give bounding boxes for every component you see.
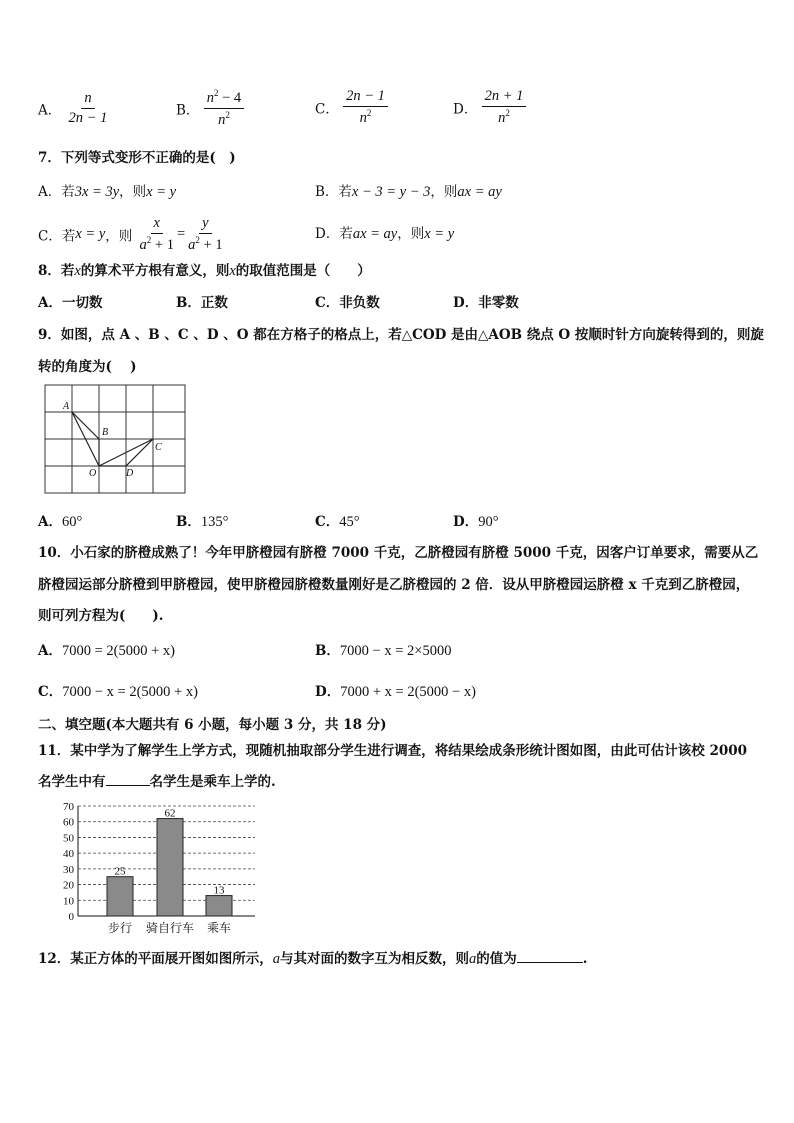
q10-stem-line2: 脐橙园运部分脐橙到甲脐橙园，使甲脐橙园脐橙数量刚好是乙脐橙园的 2 倍．设从甲脐橙园运脐橙 x 千克到乙脐橙园， [38, 577, 750, 593]
option-label: B． [176, 102, 200, 119]
answer-blank[interactable] [106, 785, 150, 786]
q10-stem-line3: 则可列方程为( ). [38, 608, 164, 624]
bar [157, 819, 183, 916]
q7-stem: 7．下列等式变形不正确的是( ) [38, 150, 236, 166]
q8-option-a: A．一切数 [38, 295, 103, 311]
q7-option-c: C．若x = y，则 $\frac{x}{a^2 + 1}$ = $\frac{y}{a^2 + 1}$ [38, 215, 226, 254]
q10-option-d: D．7000 + x = 2(5000 − x) [315, 684, 476, 700]
y-tick-label: 0 [68, 911, 74, 923]
q8-stem: 8．若x的算术平方根有意义，则x的取值范围是（ ） [38, 263, 371, 279]
y-tick-label: 60 [63, 816, 74, 829]
data-label: 25 [114, 865, 126, 878]
q9-option-a: A．60° [38, 514, 83, 530]
data-label: 13 [213, 884, 225, 897]
q12-stem: 12．某正方体的平面展开图如图所示，a与其对面的数字互为相反数，则a的值为 . [38, 951, 588, 967]
q6-option-d [453, 88, 526, 127]
point-label-a: A [63, 401, 70, 412]
category-label: 步行 [107, 921, 133, 935]
q7-option-d: D．若ax = ay，则x = y [315, 226, 455, 242]
q10-option-c: C．7000 − x = 2(5000 + x) [38, 684, 198, 700]
q7-option-b: B．若x − 3 = y − 3，则ax = ay [315, 184, 502, 200]
grid-figure [40, 380, 190, 500]
point-label-o: O [89, 468, 97, 479]
q11-stem-line1: 11．某中学为了解学生上学方式，现随机抽取部分学生进行调查，将结果绘成条形统计图如图，由此可估计该校 2000 [38, 743, 748, 759]
q9-stem-line2: 转的角度为( ) [38, 359, 137, 375]
option-label: A． [38, 102, 62, 119]
category-label: 骑自行车 [145, 921, 195, 935]
option-label: D． [453, 101, 478, 118]
section-heading: 二、填空题(本大题共有 6 小题，每小题 3 分，共 18 分) [38, 717, 387, 733]
point-label-d: D [126, 468, 134, 479]
q9-option-b: B．135° [176, 514, 229, 530]
q8-option-d: D．非零数 [453, 295, 519, 311]
point-label-c: C [155, 442, 162, 453]
fraction: $\frac{2n + 1}{n^2}$ [482, 88, 527, 127]
option-label: C． [315, 101, 339, 118]
y-tick-label: 50 [63, 832, 74, 845]
category-label: 乘车 [206, 921, 232, 935]
q6-option-a [38, 90, 110, 127]
q10-option-a: A．7000 = 2(5000 + x) [38, 643, 175, 659]
q7-option-a: A．若3x = 3y，则x = y [38, 184, 177, 200]
q10-option-b: B．7000 − x = 2×5000 [315, 643, 452, 659]
y-tick-label: 30 [63, 863, 74, 876]
y-tick-label: 20 [63, 879, 74, 892]
data-label: 62 [164, 807, 176, 820]
q8-option-b: B．正数 [176, 295, 228, 311]
fraction: $\frac{x}{a^2 + 1}$ [139, 215, 174, 253]
fraction: $\frac{n}{2n - 1}$ [68, 90, 108, 126]
q9-stem-line1: 9．如图，点 A 、B 、C 、D 、O 都在方格子的格点上，若△COD 是由△AOB 绕点 O 按顺时针方向旋转得到的，则旋 [38, 327, 764, 343]
q8-option-c: C．非负数 [315, 295, 380, 311]
bar-chart [40, 795, 270, 940]
answer-blank[interactable] [517, 962, 583, 963]
q6-option-b [176, 88, 244, 129]
y-tick-label: 10 [63, 895, 74, 908]
q10-stem-line1: 10．小石家的脐橙成熟了！今年甲脐橙园有脐橙 7000 千克，乙脐橙园有脐橙 5000 千克，因客户订单要求，需要从乙 [38, 545, 759, 561]
bar [206, 896, 232, 916]
q9-option-c: C．45° [315, 514, 360, 530]
y-tick-label: 40 [63, 848, 74, 861]
fraction: $\frac{2n - 1}{n^2}$ [343, 88, 388, 127]
fraction: $\frac{n^2 - 4}{n^2}$ [204, 88, 244, 129]
bar [107, 877, 133, 916]
y-tick-label: 70 [63, 801, 74, 813]
q6-option-c [315, 88, 388, 127]
q11-stem-line2: 名学生中有 名学生是乘车上学的. [38, 774, 276, 790]
q9-option-d: D．90° [453, 514, 499, 530]
fraction: $\frac{y}{a^2 + 1}$ [188, 215, 223, 253]
point-label-b: B [102, 427, 109, 438]
